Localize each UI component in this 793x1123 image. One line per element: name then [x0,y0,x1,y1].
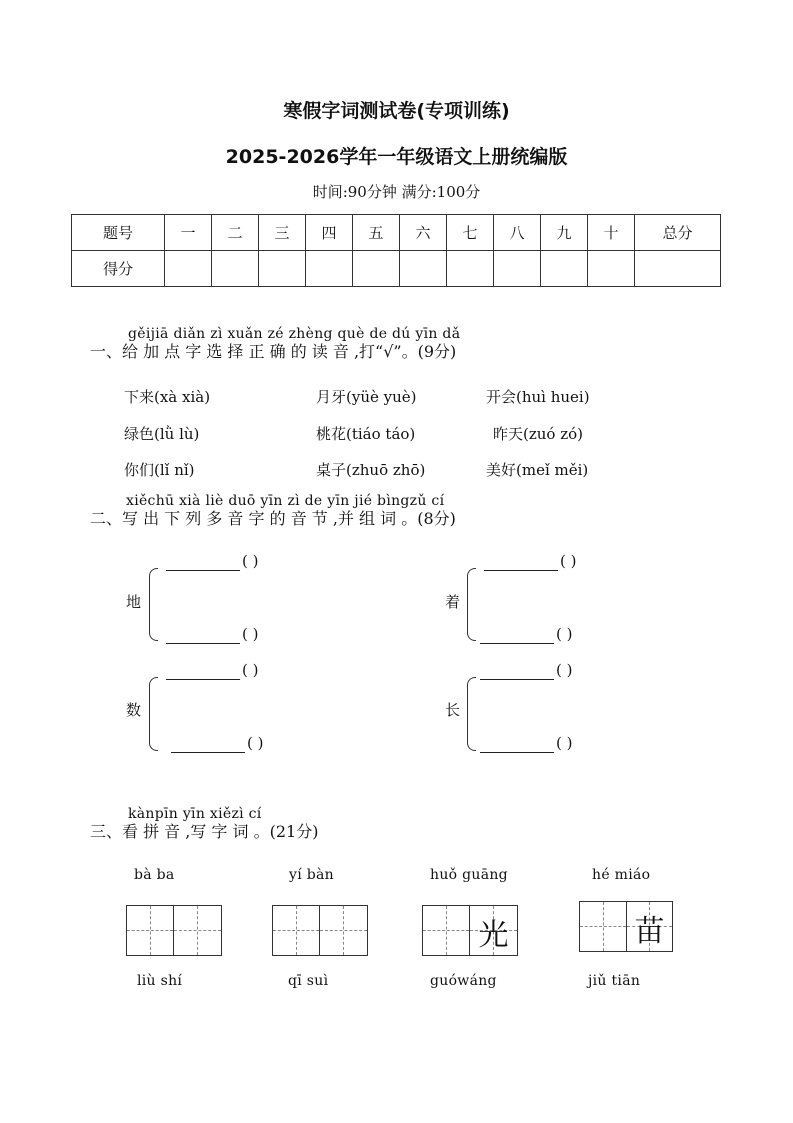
choice-item[interactable]: 月牙(yüè yuè) [316,388,417,406]
cell-header: 八 [494,215,541,251]
brace-icon [149,677,158,751]
answer-line[interactable] [480,752,554,753]
answer-line[interactable] [171,752,245,753]
cell-header: 四 [306,215,353,251]
word-paren[interactable]: ( ) [556,661,573,679]
word-paren[interactable]: ( ) [560,552,577,570]
cell-header: 五 [353,215,400,251]
time-info: 时间:90分钟 满分:100分 [312,183,481,201]
title-line-1: 寒假字词测试卷(专项训练) [283,100,510,122]
score-cell[interactable] [400,251,447,287]
score-cell[interactable] [165,251,212,287]
score-table-score-row [72,251,721,287]
polyphone-char: 地 [126,593,142,611]
pinyin-prompt: guówáng [430,973,497,989]
cell-header: 二 [212,215,259,251]
writing-grid[interactable] [272,905,368,956]
pinyin-prompt: huǒ guāng [430,867,508,883]
score-cell[interactable] [588,251,635,287]
cell-header: 六 [400,215,447,251]
word-paren[interactable]: ( ) [556,625,573,643]
answer-line[interactable] [166,679,240,680]
section1-pinyin: gěijiā diǎn zì xuǎn zé zhèng què de dú yīn dǎ [128,326,461,342]
score-cell[interactable] [306,251,353,287]
writing-grid[interactable] [422,905,518,956]
score-cell[interactable] [212,251,259,287]
grid-cell[interactable] [423,906,470,955]
choice-item[interactable]: 绿色(lǜ lù) [124,425,200,443]
answer-line[interactable] [166,570,240,571]
given-character: 光 [478,918,509,953]
score-cell[interactable] [353,251,400,287]
section2-heading: 二、写 出 下 列 多 音 字 的 音 节 ,并 组 词 。(8分) [90,509,456,528]
cell-header: 十 [588,215,635,251]
grid-cell-given [627,902,672,951]
choice-item[interactable]: 开会(huì huei) [486,388,590,406]
section3-pinyin: kànpīn yīn xiězì cí [128,806,262,822]
choice-item[interactable]: 美好(meǐ měi) [486,461,589,479]
cell-header: 三 [259,215,306,251]
brace-icon [149,568,158,641]
grid-cell[interactable] [174,906,221,955]
choice-item[interactable]: 桌子(zhuō zhō) [316,461,426,479]
score-cell[interactable] [541,251,588,287]
cell-header: 一 [165,215,212,251]
cell-score-label: 得分 [72,251,165,287]
word-paren[interactable]: ( ) [247,734,264,752]
choice-item[interactable]: 下来(xà xià) [124,388,211,406]
answer-line[interactable] [480,643,554,644]
polyphone-char: 数 [126,701,142,719]
polyphone-char: 长 [445,701,461,719]
section2-pinyin: xiěchū xià liè duō yīn zì de yīn jié bìngzǔ cí [126,493,445,509]
grid-cell[interactable] [127,906,174,955]
writing-grid[interactable] [579,901,673,952]
score-cell[interactable] [635,251,721,287]
score-cell[interactable] [494,251,541,287]
writing-grid[interactable] [126,905,222,956]
word-paren[interactable]: ( ) [242,661,259,679]
pinyin-prompt: qī suì [288,973,329,989]
pinyin-prompt: hé miáo [592,867,651,883]
answer-line[interactable] [484,570,558,571]
choice-item[interactable]: 昨天(zuó zó) [493,425,584,443]
score-table-header-row [72,215,721,251]
cell-header: 九 [541,215,588,251]
section1-heading: 一、给 加 点 字 选 择 正 确 的 读 音 ,打“√”。(9分) [90,342,457,361]
pinyin-prompt: yí bàn [289,867,334,883]
answer-line[interactable] [166,643,240,644]
pinyin-prompt: bà ba [134,867,175,883]
pinyin-prompt: liù shí [137,973,183,989]
grid-cell[interactable] [273,906,320,955]
answer-line[interactable] [480,679,554,680]
score-table [71,214,721,287]
pinyin-prompt: jiǔ tiān [588,973,641,989]
grid-cell-given [470,906,517,955]
cell-header: 总分 [635,215,721,251]
grid-cell[interactable] [580,902,627,951]
word-paren[interactable]: ( ) [556,734,573,752]
cell-header: 七 [447,215,494,251]
score-cell[interactable] [259,251,306,287]
choice-item[interactable]: 桃花(tiáo táo) [316,425,416,443]
title-line-2: 2025-2026学年一年级语文上册统编版 [225,146,568,168]
given-character: 苗 [634,914,665,949]
section3-heading: 三、看 拼 音 ,写 字 词 。(21分) [90,822,319,841]
brace-icon [467,568,476,641]
brace-icon [467,677,476,751]
polyphone-char: 着 [445,593,461,611]
word-paren[interactable]: ( ) [242,625,259,643]
word-paren[interactable]: ( ) [242,552,259,570]
score-cell[interactable] [447,251,494,287]
choice-item[interactable]: 你们(lǐ nǐ) [124,461,195,479]
grid-cell[interactable] [320,906,367,955]
cell-header: 题号 [72,215,165,251]
